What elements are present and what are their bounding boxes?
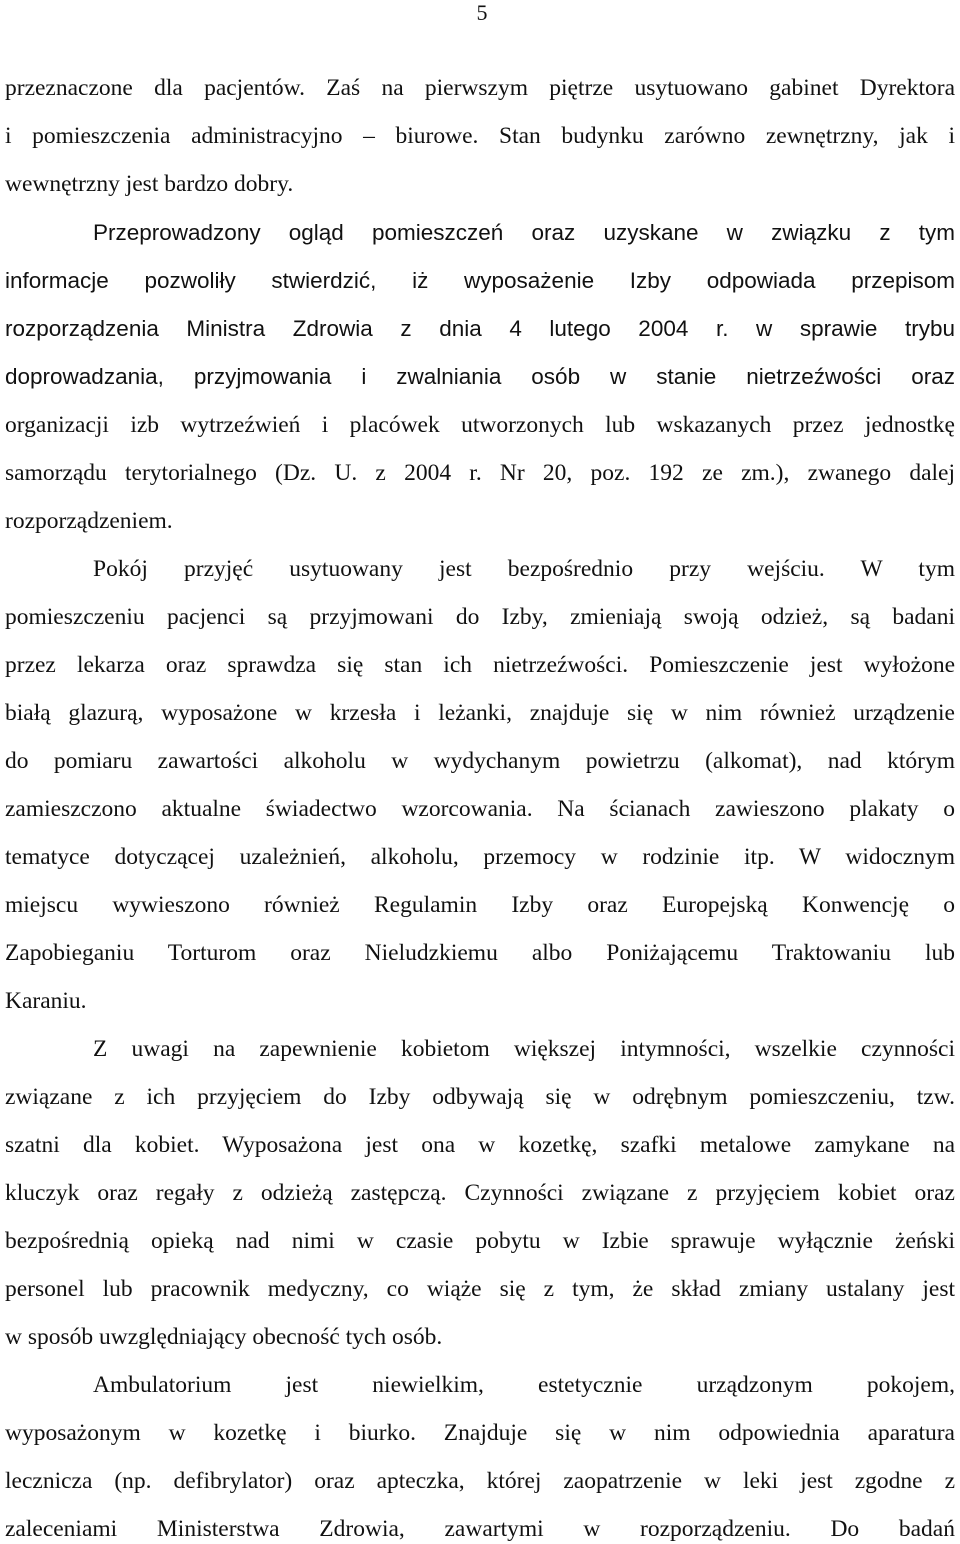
text-line: Z uwagi na zapewnienie kobietom większej intymności, wszelkie czynności [93, 1036, 955, 1062]
text-line: Ambulatorium jest niewielkim, estetycznie urządzonym pokojem, [93, 1372, 955, 1398]
text-line: bezpośrednią opieką nad nimi w czasie pobytu w Izbie sprawuje wyłącznie żeński [5, 1228, 955, 1254]
page-number: 5 [476, 0, 488, 25]
text-line: do pomiaru zawartości alkoholu w wydychanym powietrzu (alkomat), nad którym [5, 748, 955, 774]
text-line: i pomieszczenia administracyjno – biurowe. Stan budynku zarówno zewnętrzny, jak i [5, 123, 955, 149]
text-line: Karaniu. [5, 988, 87, 1014]
text-line: samorządu terytorialnego (Dz. U. z 2004 r. Nr 20, poz. 192 ze zm.), zwanego dalej [5, 460, 955, 486]
text-line: białą glazurą, wyposażone w krzesła i leżanki, znajduje się w nim również urządzenie [5, 700, 955, 726]
text-line: zaleceniami Ministerstwa Zdrowia, zawartymi w rozporządzeniu. Do badań [5, 1516, 955, 1542]
text-line: związane z ich przyjęciem do Izby odbywają się w odrębnym pomieszczeniu, tzw. [5, 1084, 955, 1110]
text-line: organizacji izb wytrzeźwień i placówek utworzonych lub wskazanych przez jednostkę [5, 412, 955, 438]
text-line: lecznicza (np. defibrylator) oraz apteczka, której zaopatrzenie w leki jest zgodne z [5, 1468, 955, 1494]
text-line: przeznaczone dla pacjentów. Zaś na pierwszym piętrze usytuowano gabinet Dyrektora [5, 75, 955, 101]
text-line: rozporządzenia Ministra Zdrowia z dnia 4 lutego 2004 r. w sprawie trybu [5, 316, 955, 341]
text-line: informacje pozwoliły stwierdzić, iż wyposażenie Izby odpowiada przepisom [5, 268, 955, 293]
text-line: miejscu wywieszono również Regulamin Izby oraz Europejską Konwencję o [5, 892, 955, 918]
text-line: kluczyk oraz regały z odzieżą zastępczą. Czynności związane z przyjęciem kobiet oraz [5, 1180, 955, 1206]
text-line: przez lekarza oraz sprawdza się stan ich nietrzeźwości. Pomieszczenie jest wyłożone [5, 652, 955, 678]
text-line: zamieszczono aktualne świadectwo wzorcowania. Na ścianach zawieszono plakaty o [5, 796, 955, 822]
text-line: Przeprowadzony ogląd pomieszczeń oraz uzyskane w związku z tym [93, 220, 955, 245]
text-line: pomieszczeniu pacjenci są przyjmowani do Izby, zmieniają swoją odzież, są badani [5, 604, 955, 630]
text-line: personel lub pracownik medyczny, co wiąże się z tym, że skład zmiany ustalany jest [5, 1276, 955, 1302]
text-line: szatni dla kobiet. Wyposażona jest ona w kozetkę, szafki metalowe zamykane na [5, 1132, 955, 1158]
text-line: tematyce dotyczącej uzależnień, alkoholu, przemocy w rodzinie itp. W widocznym [5, 844, 955, 870]
text-line: Zapobieganiu Torturom oraz Nieludzkiemu albo Poniżającemu Traktowaniu lub [5, 940, 955, 966]
text-line: rozporządzeniem. [5, 508, 173, 534]
text-line: doprowadzania, przyjmowania i zwalniania osób w stanie nietrzeźwości oraz [5, 364, 955, 389]
text-line: w sposób uwzględniający obecność tych osób. [5, 1324, 443, 1350]
text-line: Pokój przyjęć usytuowany jest bezpośrednio przy wejściu. W tym [93, 556, 955, 582]
text-line: wewnętrzny jest bardzo dobry. [5, 171, 294, 197]
text-line: wyposażonym w kozetkę i biurko. Znajduje się w nim odpowiednia aparatura [5, 1420, 955, 1446]
